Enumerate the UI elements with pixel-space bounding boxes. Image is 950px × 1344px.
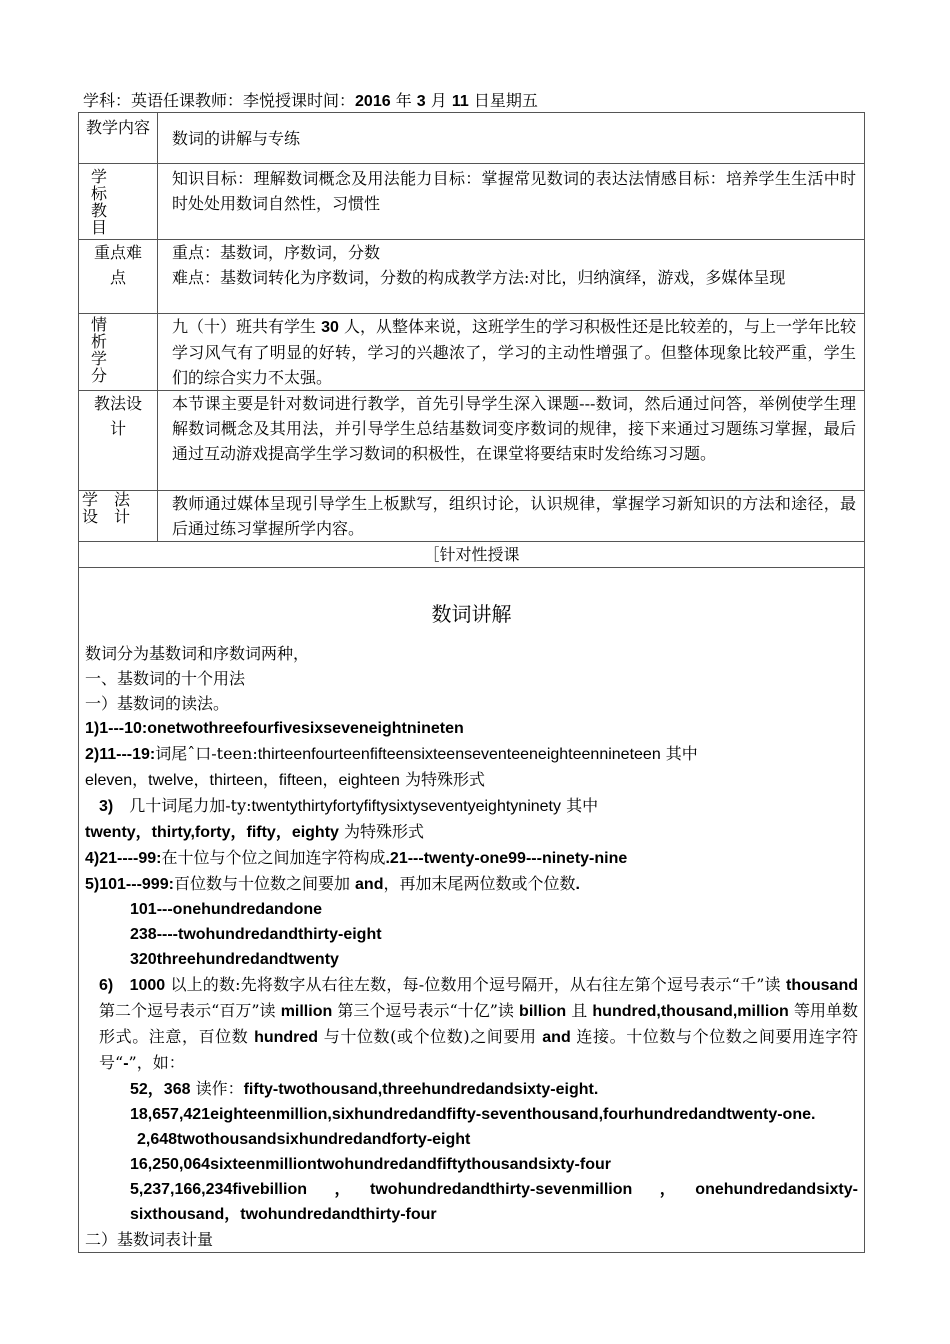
row-analysis [79, 314, 865, 391]
example-18657421: 18,657,421eighteenmillion,sixhundredandfifty-seventhousand,fourhundredandtwenty-one. [130, 1106, 816, 1123]
rule-5-dot: . [575, 876, 580, 893]
rule-6-c: 第三个逗号表示“十亿”读 [332, 1001, 520, 1020]
method-label-cell [79, 391, 158, 491]
header-month: 3 [416, 93, 426, 110]
rule-4 [85, 845, 858, 871]
part1-heading: 一、基数词的十个用法 [85, 669, 246, 688]
rule-6-hundred: hundred [254, 1029, 319, 1046]
row-method [79, 391, 865, 491]
example-238: 238----twohundredandthirty-eight [130, 926, 382, 943]
method-value: 本节课主要是针对数词进行教学，首先引导学生深入课题---数词，然后通过问答，举例使学生理解数词概念及其用法，并引导学生总结基数词变序数词的规律，接下来通过习题练习掌握，最后通过互动游戏提高学生学习数词的积极性，在课堂将要结束时发给练习习题。 [172, 394, 856, 463]
rule-6-b: 第二个逗号表示“百万”读 [99, 1001, 281, 1020]
row-difficulty [79, 240, 865, 314]
rule-5 [85, 871, 858, 897]
header-day-suffix: 日星期五 [468, 91, 538, 110]
rule-3 [85, 793, 858, 819]
difficulty-label-cell [79, 240, 158, 314]
difficulty-label: 重点难点 [93, 243, 142, 287]
rule-6-e: 等用单数形式。注意，百位数 [99, 1001, 858, 1046]
lecture-title: 数词讲解 [431, 602, 512, 626]
row-goal [79, 164, 865, 240]
rule-4-example: .21---twenty-one99---ninety-nine [385, 850, 628, 867]
rule-6-num: 6) 1000 [99, 977, 166, 994]
example-16250064: 16,250,064sixteenmilliontwohundredandfiftythousandsixty-four [130, 1156, 611, 1173]
difficulty-key: 重点：基数词，序数词，分数 [172, 243, 381, 262]
analysis-label: 情析学分 [91, 315, 108, 385]
row-study [79, 491, 865, 542]
rule-6-million: million [280, 1003, 333, 1020]
rule-3-num: 3) [99, 798, 114, 815]
study-label-bottom: 设 计 [82, 507, 131, 526]
example-2648: 2,648twothousandsixhundredandforty-eight [137, 1131, 471, 1148]
difficulty-hard: 难点：基数词转化为序数词，分数的构成教学方法:对比，归纳演绎，游戏，多媒体呈现 [172, 268, 786, 287]
example-52368-words: fifty-twothousand,threehundredandsixty-eight. [243, 1081, 599, 1098]
example-101: 101---onehundredandone [130, 901, 323, 918]
study-value: 教师通过媒体呈现引导学生上板默写，组织讨论，认识规律，掌握学习新知识的方法和途径，最后通过练习掌握所学内容。 [172, 494, 856, 538]
example-52368-cn: 读作： [190, 1079, 244, 1098]
rule-6-and: and [542, 1029, 571, 1046]
header-prefix: 学科：英语任课教师：李悦授课时间： [83, 91, 356, 110]
row-content [79, 113, 865, 164]
rule-4-cn: 在十位与个位之间加连字符构成 [161, 848, 386, 867]
rule-1: 1)1---10:onetwothreefourfivesixseveneightnineten [85, 720, 464, 737]
rule-6-thousand: thousand [786, 977, 858, 994]
sub2-heading: 二）基数词表计量 [85, 1230, 214, 1249]
rule-2-tail: 其中 [660, 744, 698, 763]
goal-value: 知识目标：理解数词概念及用法能力目标：掌握常见数词的表达法情感目标：培养学生生活中时时处处用数词自然性，习惯性 [172, 169, 856, 213]
example-320: 320threehundredandtwenty [130, 951, 339, 968]
goal-label-cell [79, 164, 158, 240]
rule-2-special-words: eleven，twelve，thirteen，fifteen，eighteen [85, 772, 400, 789]
lecture-cell [79, 568, 865, 1253]
example-52368-num: 52，368 [130, 1081, 191, 1098]
analysis-label-cell [79, 314, 158, 391]
banner-text: ［针对性授课 [423, 545, 520, 564]
lecture-intro: 数词分为基数词和序数词两种， [85, 644, 310, 663]
study-label-top: 学 法 [82, 490, 131, 509]
analysis-post: 人，从整体来说，这班学生的学习积极性还是比较差的，与上一学年比较学习风气有了明显的好转，学习的兴趣浓了，学习的主动性增强了。但整体现象比较严重，学生们的综合实力不太强。 [172, 317, 856, 387]
goal-label: 学标教目 [91, 167, 108, 237]
analysis-value-cell [158, 314, 865, 391]
rule-6-billion: billion [519, 1003, 567, 1020]
difficulty-value-cell [158, 240, 865, 314]
content-label: 教学内容 [85, 118, 150, 137]
rule-6-g: 连接。十位数与个位数之间要用连字符号“ [99, 1027, 858, 1072]
rule-3-cn: 几十词尾力加-ty: [129, 796, 252, 815]
rule-6-a: 以上的数:先将数字从右往左数，每-位数用个逗号隔开，从右往左第个逗号表示“千”读 [165, 975, 786, 994]
method-value-cell [158, 391, 865, 491]
rule-3-words: twentythirtyfortyfiftysixtyseventyeightyninety [251, 798, 561, 815]
example-5237166234-b: sixthousand，twohundredandthirty-four [130, 1206, 437, 1223]
rule-2-special [85, 767, 858, 793]
rule-5-and: and [355, 876, 384, 893]
lesson-plan-table [78, 112, 865, 1253]
rule-6-d: 且 [566, 1001, 593, 1020]
header-year: 2016 [355, 93, 391, 110]
rule-6 [85, 972, 858, 1076]
lesson-header [83, 90, 538, 113]
rule-3-special [85, 819, 858, 845]
study-label-cell [79, 491, 158, 542]
rule-6-f: 与十位数(或个位数)之间要用 [318, 1027, 543, 1046]
row-lecture [79, 568, 865, 1253]
rule-6-h: ”，如： [128, 1053, 185, 1072]
row-banner [79, 542, 865, 568]
rule-5-num: 5)101---999: [85, 876, 174, 893]
study-value-cell [158, 491, 865, 542]
header-year-suffix: 年 [390, 91, 417, 110]
method-label: 教法设计 [93, 394, 142, 438]
rule-2-words: thirteenfourteenfifteensixteenseventeeneighteennineteen [257, 746, 661, 763]
analysis-student-count: 30 [321, 319, 339, 336]
rule-5-cn: 百位数与十位数之间要加 [173, 874, 356, 893]
header-month-suffix: 月 [425, 91, 452, 110]
header-day: 11 [451, 93, 469, 110]
content-value-cell [158, 113, 865, 164]
analysis-pre: 九（十）班共有学生 [172, 317, 322, 336]
rule-2 [85, 741, 858, 767]
rule-2-cn: 词尾ˆ口-teen: [155, 744, 258, 763]
sub1-heading: 一）基数词的读法。 [85, 694, 230, 713]
rule-6-units: hundred,thousand,million [592, 1003, 789, 1020]
rule-3-tail: 其中 [560, 796, 599, 815]
example-52368 [85, 1076, 858, 1102]
content-label-cell [79, 113, 158, 164]
analysis-value [172, 314, 856, 390]
rule-2-num: 2)11---19: [85, 746, 156, 763]
rule-2-special-tail: 为特殊形式 [399, 770, 485, 789]
banner-cell [79, 542, 865, 568]
rule-3-special-tail: 为特殊形式 [338, 822, 425, 841]
rule-5-cn2: ，再加末尾两位数或个位数 [383, 874, 576, 893]
example-5237166234-a: 5,237,166,234fivebillion ， twohundredandthirty-sevenmillion ， onehundredandsixty- [130, 1181, 858, 1198]
content-value: 数词的讲解与专练 [172, 128, 301, 148]
rule-3-special-words: twenty，thirty,forty，fifty，eighty [85, 824, 339, 841]
goal-value-cell [158, 164, 865, 240]
rule-4-num: 4)21----99: [85, 850, 162, 867]
rule-6-dash: - [123, 1055, 129, 1072]
